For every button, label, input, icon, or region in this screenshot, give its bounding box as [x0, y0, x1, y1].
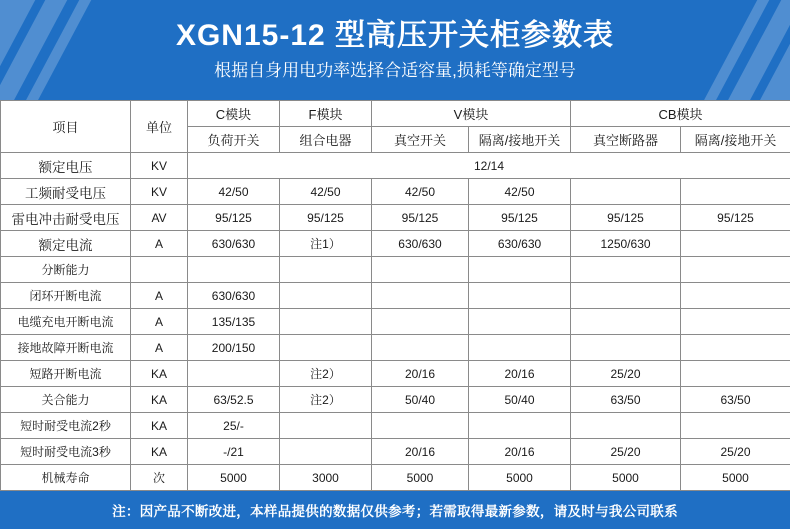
table-row — [1, 439, 790, 465]
row-cell — [469, 335, 571, 361]
row-cell: 135/135 — [188, 309, 280, 335]
row-cell — [372, 257, 469, 283]
row-cell: 50/40 — [469, 387, 571, 413]
row-cell: 5000 — [188, 465, 280, 491]
row-cell — [188, 361, 280, 387]
row-label: 额定电流 — [1, 231, 131, 257]
row-unit: 次 — [131, 465, 188, 491]
row-cell — [681, 309, 790, 335]
row-cell: 注2） — [280, 361, 372, 387]
row-cell — [681, 179, 790, 205]
row-label: 短路开断电流 — [1, 361, 131, 387]
row-cell — [372, 335, 469, 361]
table-row — [1, 205, 790, 231]
row-cell: 95/125 — [280, 205, 372, 231]
footer-note: 注：因产品不断改进，本样品提供的数据仅供参考；若需取得最新参数，请及时与我公司联系 — [0, 491, 790, 529]
row-label: 额定电压 — [1, 153, 131, 179]
row-label: 闭环开断电流 — [1, 283, 131, 309]
row-cell — [571, 335, 681, 361]
header-group-f: F模块 — [280, 101, 372, 127]
table-row — [1, 179, 790, 205]
row-cell — [681, 335, 790, 361]
row-cell: 630/630 — [188, 283, 280, 309]
row-cell — [372, 309, 469, 335]
row-cell: 95/125 — [372, 205, 469, 231]
row-cell — [372, 283, 469, 309]
row-cell — [280, 439, 372, 465]
header-group-cb: CB模块 — [571, 101, 790, 127]
row-label: 关合能力 — [1, 387, 131, 413]
row-cell — [571, 283, 681, 309]
page-subtitle: 根据自身用电功率选择合适容量,损耗等确定型号 — [214, 58, 576, 84]
row-cell: 630/630 — [188, 231, 280, 257]
row-cell — [681, 257, 790, 283]
row-cell — [571, 179, 681, 205]
table-row — [1, 257, 790, 283]
row-cell: 20/16 — [372, 361, 469, 387]
row-label: 短时耐受电流2秒 — [1, 413, 131, 439]
table-row — [1, 283, 790, 309]
page-title: XGN15-12 型高压开关柜参数表 — [176, 16, 614, 56]
row-cell: 42/50 — [372, 179, 469, 205]
row-unit: A — [131, 283, 188, 309]
row-cell: 95/125 — [571, 205, 681, 231]
header-sub-cb-2: 隔离/接地开关 — [681, 127, 790, 153]
row-unit: AV — [131, 205, 188, 231]
row-cell: 63/52.5 — [188, 387, 280, 413]
table-header-row-groups — [1, 101, 790, 127]
table-row — [1, 361, 790, 387]
table-row — [1, 387, 790, 413]
row-cell: 95/125 — [188, 205, 280, 231]
row-cell: 5000 — [571, 465, 681, 491]
row-unit: KA — [131, 387, 188, 413]
row-cell — [188, 257, 280, 283]
row-unit: A — [131, 231, 188, 257]
row-unit: A — [131, 309, 188, 335]
row-label: 接地故障开断电流 — [1, 335, 131, 361]
header-group-c: C模块 — [188, 101, 280, 127]
row-cell — [469, 309, 571, 335]
row-cell: 注2） — [280, 387, 372, 413]
header-sub-v-1: 真空开关 — [372, 127, 469, 153]
row-cell — [469, 283, 571, 309]
row-cell: 5000 — [469, 465, 571, 491]
row-cell — [681, 231, 790, 257]
row-unit: KV — [131, 179, 188, 205]
row-merged-value: 12/14 — [188, 153, 790, 179]
row-cell — [469, 257, 571, 283]
row-cell — [681, 283, 790, 309]
row-label: 短时耐受电流3秒 — [1, 439, 131, 465]
row-cell: 5000 — [681, 465, 790, 491]
row-label: 机械寿命 — [1, 465, 131, 491]
row-cell: 注1） — [280, 231, 372, 257]
row-cell: 25/- — [188, 413, 280, 439]
table-body — [1, 153, 790, 491]
row-cell: 42/50 — [188, 179, 280, 205]
row-cell — [280, 283, 372, 309]
row-label: 雷电冲击耐受电压 — [1, 205, 131, 231]
row-cell: 42/50 — [280, 179, 372, 205]
table-header — [1, 101, 790, 153]
row-cell: 5000 — [372, 465, 469, 491]
row-cell: 63/50 — [681, 387, 790, 413]
header-sub-v-2: 隔离/接地开关 — [469, 127, 571, 153]
row-cell: 630/630 — [469, 231, 571, 257]
header-sub-c-1: 负荷开关 — [188, 127, 280, 153]
row-cell — [681, 361, 790, 387]
row-cell — [571, 257, 681, 283]
header-sub-f-1: 组合电器 — [280, 127, 372, 153]
row-cell: 630/630 — [372, 231, 469, 257]
row-cell: 20/16 — [372, 439, 469, 465]
header-item: 项目 — [1, 101, 131, 153]
table-row — [1, 231, 790, 257]
spec-table — [0, 100, 790, 491]
row-cell: 20/16 — [469, 439, 571, 465]
row-cell: 20/16 — [469, 361, 571, 387]
row-cell: 25/20 — [571, 439, 681, 465]
row-cell: -/21 — [188, 439, 280, 465]
row-cell — [280, 309, 372, 335]
row-unit: KV — [131, 153, 188, 179]
row-cell: 95/125 — [681, 205, 790, 231]
table-row — [1, 413, 790, 439]
row-unit: A — [131, 335, 188, 361]
row-cell — [280, 413, 372, 439]
row-cell — [681, 413, 790, 439]
header-banner — [0, 0, 790, 100]
table-row — [1, 465, 790, 491]
table-row — [1, 335, 790, 361]
row-unit — [131, 257, 188, 283]
row-cell — [571, 413, 681, 439]
row-unit: KA — [131, 439, 188, 465]
row-label: 分断能力 — [1, 257, 131, 283]
row-cell: 42/50 — [469, 179, 571, 205]
row-unit: KA — [131, 413, 188, 439]
row-cell: 200/150 — [188, 335, 280, 361]
header-sub-cb-1: 真空断路器 — [571, 127, 681, 153]
row-label: 工频耐受电压 — [1, 179, 131, 205]
row-cell: 95/125 — [469, 205, 571, 231]
row-cell: 3000 — [280, 465, 372, 491]
banner-text-block — [0, 0, 790, 100]
row-unit: KA — [131, 361, 188, 387]
row-label: 电缆充电开断电流 — [1, 309, 131, 335]
table-row — [1, 153, 790, 179]
header-group-v: V模块 — [372, 101, 571, 127]
row-cell — [280, 335, 372, 361]
row-cell — [372, 413, 469, 439]
row-cell: 1250/630 — [571, 231, 681, 257]
row-cell — [280, 257, 372, 283]
row-cell: 50/40 — [372, 387, 469, 413]
row-cell: 25/20 — [571, 361, 681, 387]
row-cell: 25/20 — [681, 439, 790, 465]
row-cell: 63/50 — [571, 387, 681, 413]
header-unit: 单位 — [131, 101, 188, 153]
table-row — [1, 309, 790, 335]
row-cell — [469, 413, 571, 439]
row-cell — [571, 309, 681, 335]
